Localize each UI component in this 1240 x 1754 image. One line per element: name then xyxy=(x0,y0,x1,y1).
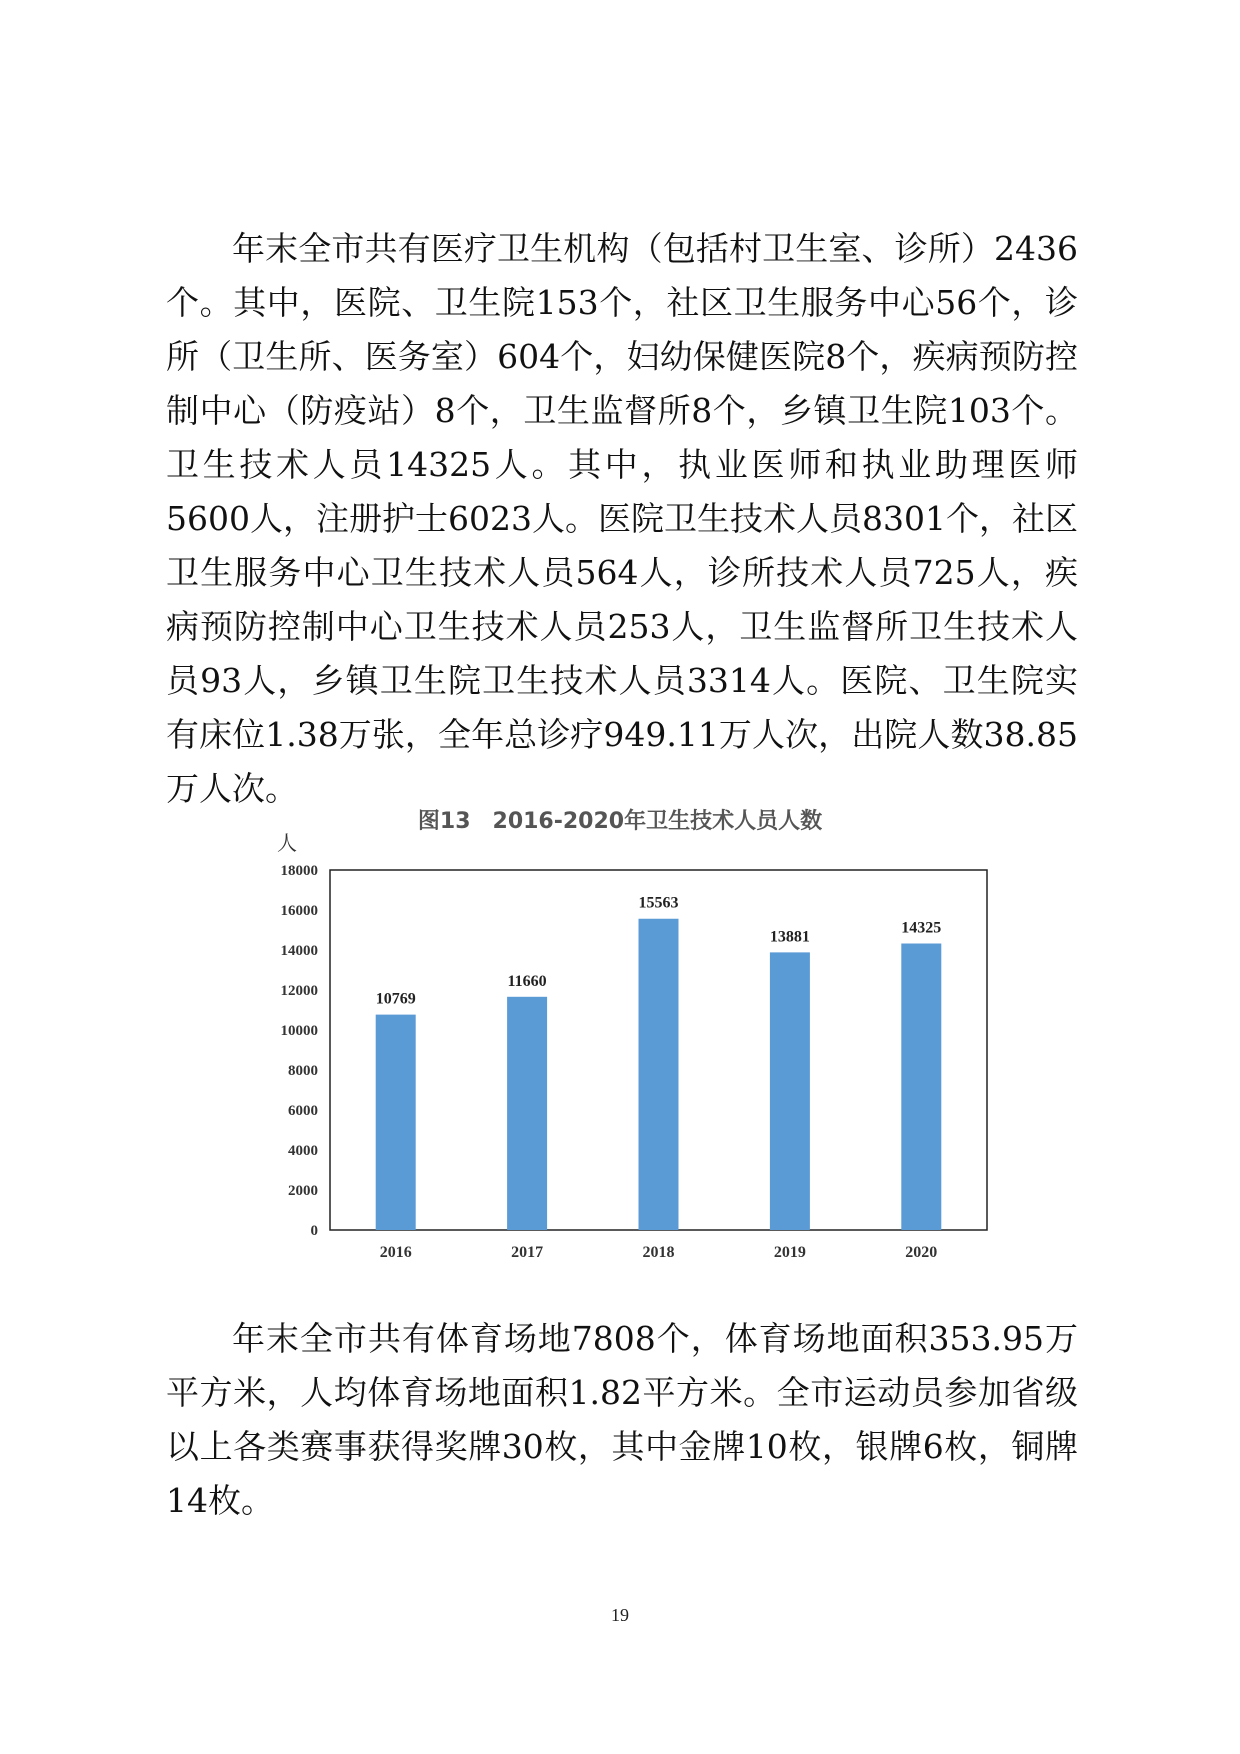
y-tick-label: 10000 xyxy=(280,1023,318,1039)
y-tick-label: 4000 xyxy=(288,1143,318,1159)
bar-2017 xyxy=(507,997,547,1230)
y-tick-label: 12000 xyxy=(280,983,318,999)
y-tick-label: 16000 xyxy=(280,903,318,919)
data-label-2020: 14325 xyxy=(901,919,942,937)
bar-2020 xyxy=(901,944,941,1231)
y-tick-label: 6000 xyxy=(288,1103,318,1119)
x-tick-label: 2020 xyxy=(905,1244,938,1261)
data-label-2016: 10769 xyxy=(375,990,416,1008)
paragraph-health: 年末全市共有医疗卫生机构（包括村卫生室、诊所）2436个。其中，医院、卫生院153个，社区卫生服务中心56个，诊所（卫生所、医务室）604个，妇幼保健医院8个，疾病预防控制中心（防疫站）8个，卫生监督所8个，乡镇卫生院103个。卫生技术人员14325人。其中，执业医师和执业助理医师5600人，注册护士6023人。医院卫生技术人员8301个，社区卫生服务中心卫生技术人员564人，诊所技术人员725人，疾病预防控制中心卫生技术人员253人，卫生监督所卫生技术人员93人，乡镇卫生院卫生技术人员3314人。医院、卫生院实有床位1.38万张，全年总诊疗949.11万人次，出院人数38.85万人次。 xyxy=(166,229,1078,808)
paragraph-sports: 年末全市共有体育场地7808个，体育场地面积353.95万平方米，人均体育场地面积1.82平方米。全市运动员参加省级以上各类赛事获得奖牌30枚，其中金牌10枚，银牌6枚，铜牌14枚。 xyxy=(166,1319,1078,1520)
bar-2018 xyxy=(639,919,679,1230)
x-tick-label: 2019 xyxy=(773,1244,806,1261)
data-label-2017: 11660 xyxy=(507,972,547,990)
x-axis-ticks xyxy=(380,1244,938,1261)
data-label-2018: 15563 xyxy=(638,894,679,912)
y-tick-label: 8000 xyxy=(288,1063,318,1079)
y-tick-label: 18000 xyxy=(280,863,318,879)
bars xyxy=(376,919,942,1230)
data-label-2019: 13881 xyxy=(769,928,810,946)
x-tick-label: 2018 xyxy=(642,1244,675,1261)
x-tick-label: 2017 xyxy=(511,1244,544,1261)
chart-title: 图13 2016-2020年卫生技术人员人数 xyxy=(417,809,823,834)
bar-2019 xyxy=(770,952,810,1230)
y-tick-label: 14000 xyxy=(280,943,318,959)
y-tick-label: 2000 xyxy=(288,1183,318,1199)
x-tick-label: 2016 xyxy=(379,1244,412,1261)
page-number: 19 xyxy=(611,1605,629,1625)
y-tick-label: 0 xyxy=(310,1223,318,1239)
bar-2016 xyxy=(376,1015,416,1230)
y-axis-ticks xyxy=(281,863,319,1239)
y-axis-unit: 人 xyxy=(277,831,297,855)
